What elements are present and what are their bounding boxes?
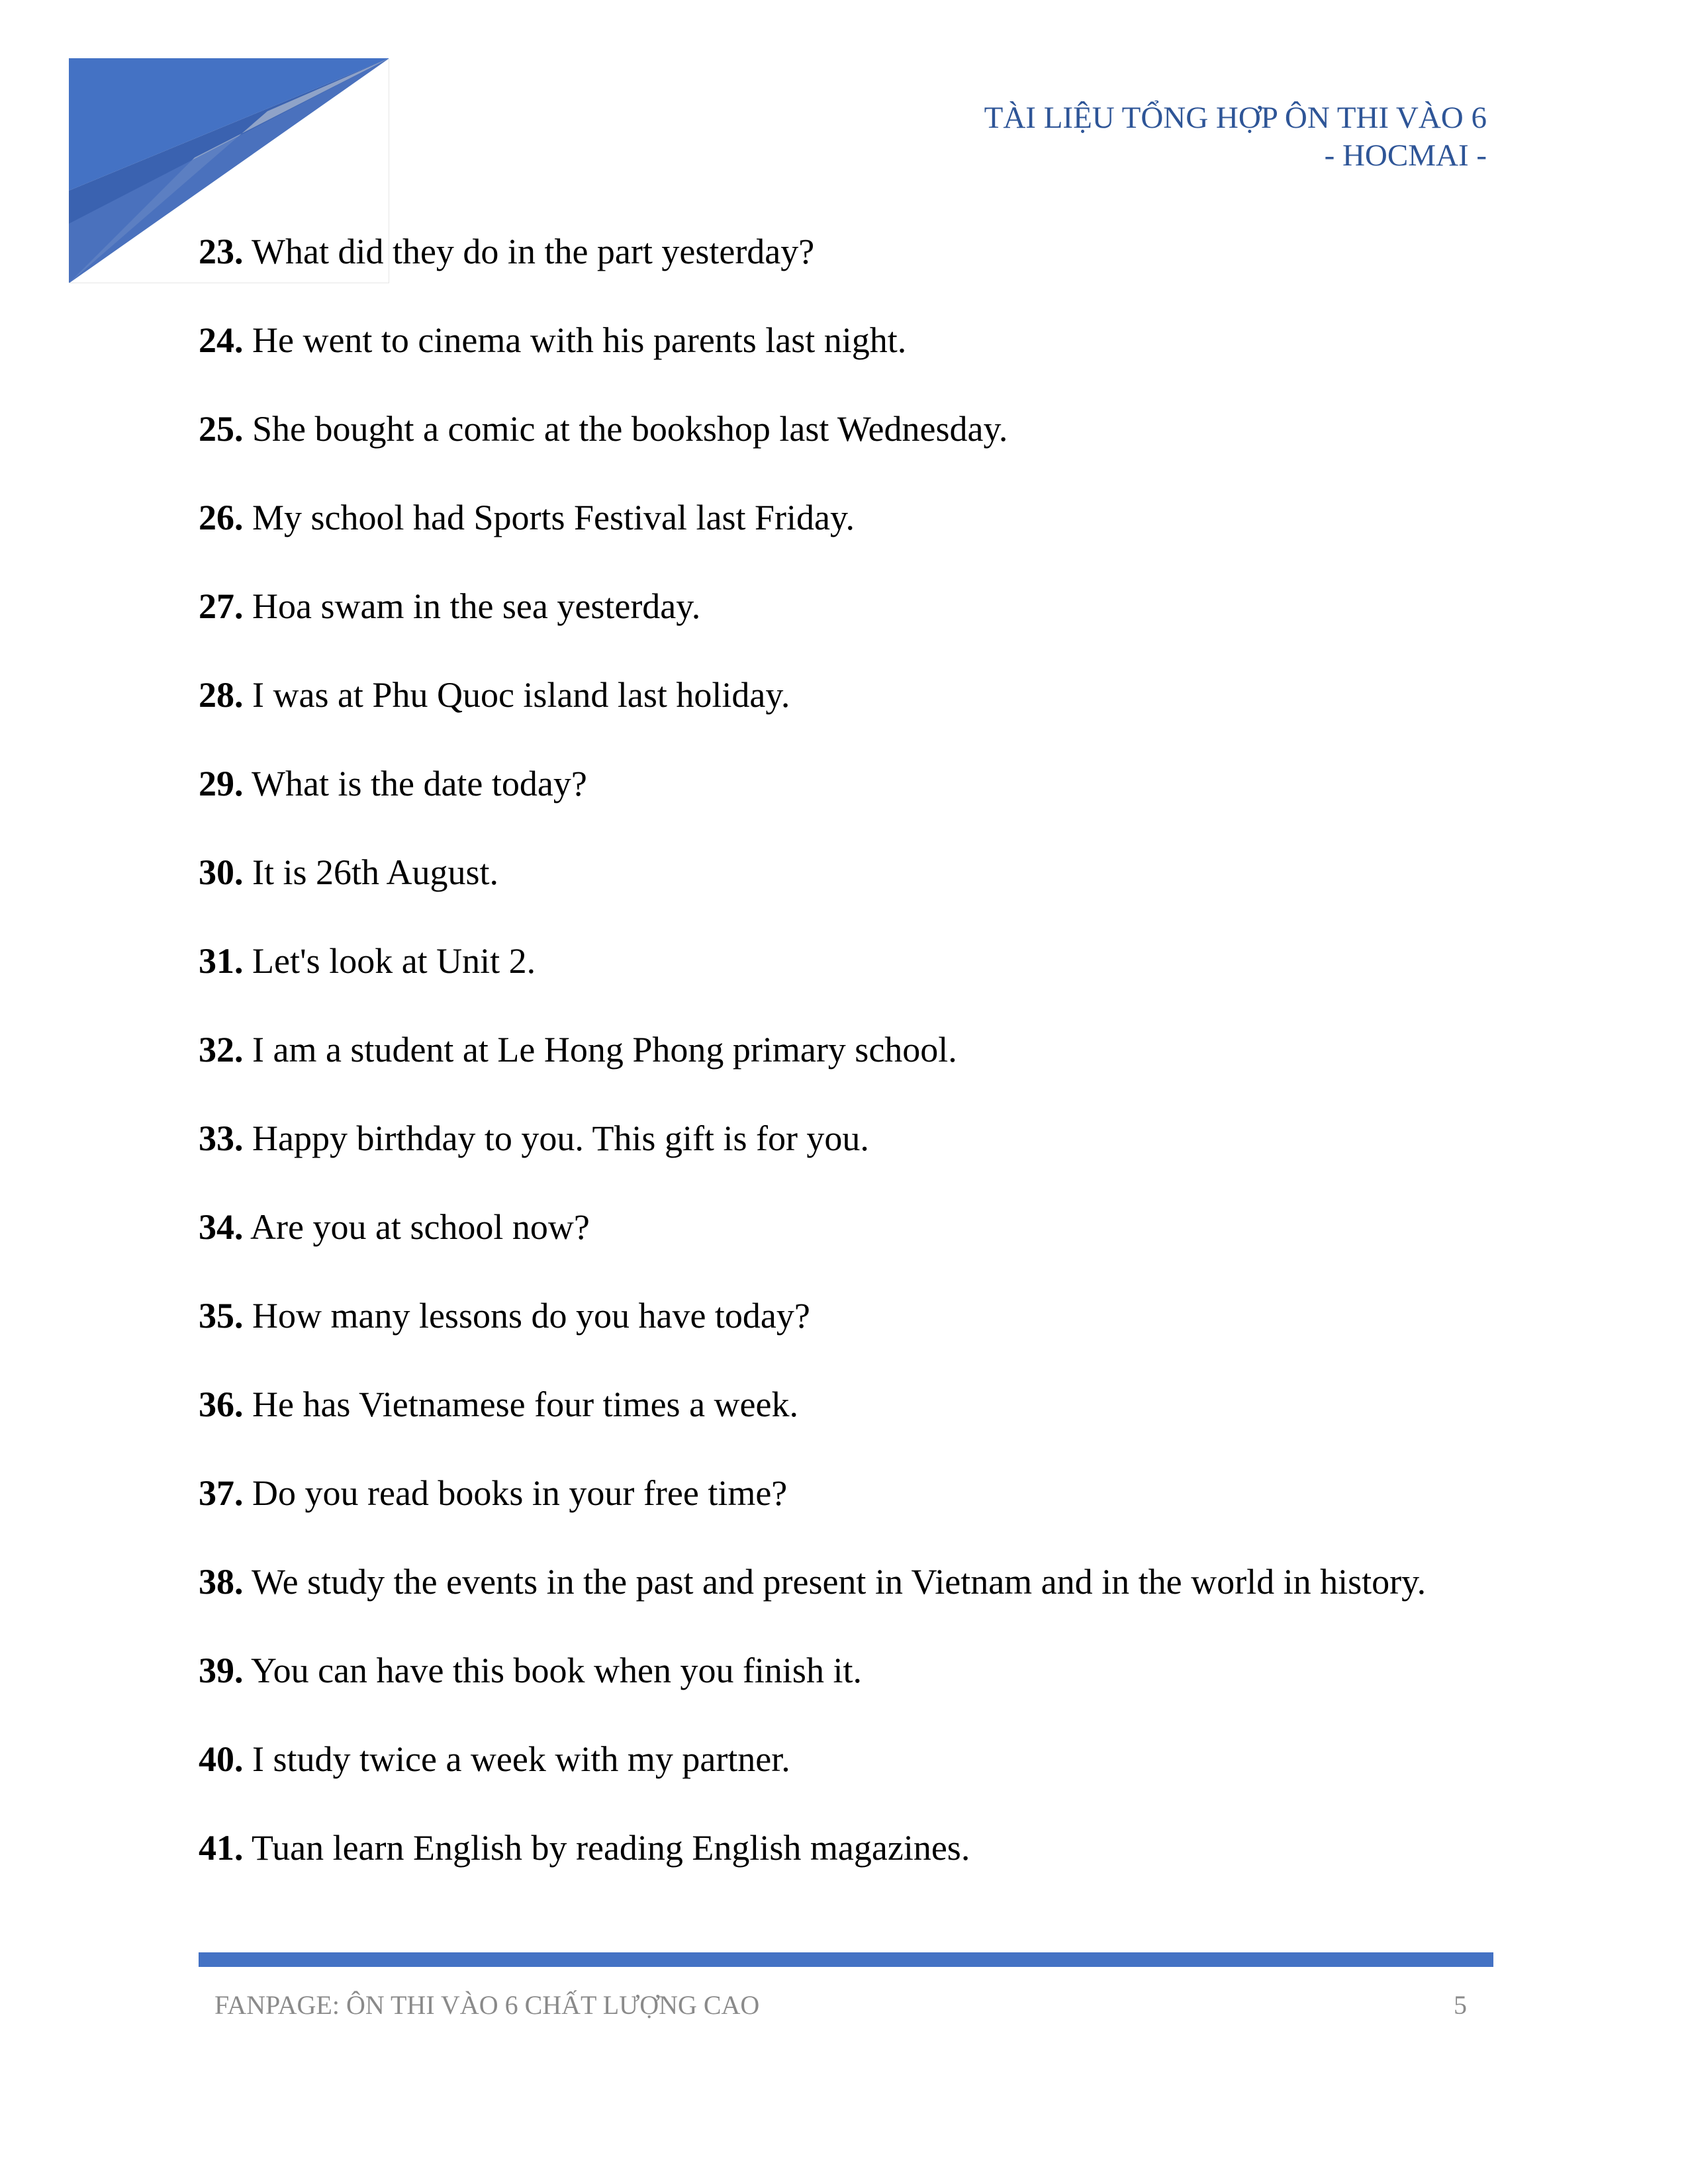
list-item <box>199 662 1496 728</box>
item-number: 36. <box>199 1385 244 1424</box>
sentence-list <box>199 218 1496 1903</box>
item-number: 26. <box>199 498 244 537</box>
list-item <box>199 839 1496 905</box>
list-item <box>199 1105 1496 1171</box>
item-text: Hoa swam in the sea yesterday. <box>243 586 701 626</box>
list-item <box>199 1726 1496 1792</box>
footer-fanpage: FANPAGE: ÔN THI VÀO 6 CHẤT LƯỢNG CAO <box>214 1990 760 2020</box>
item-text: What is the date today? <box>243 764 587 803</box>
item-number: 24. <box>199 320 244 360</box>
item-text: Let's look at Unit 2. <box>243 941 536 981</box>
page-number: 5 <box>1454 1990 1467 2020</box>
item-text: She bought a comic at the bookshop last Wednesday. <box>243 409 1008 449</box>
item-number: 41. <box>199 1828 244 1868</box>
list-item <box>199 1549 1456 1615</box>
list-item <box>199 1460 1496 1526</box>
item-number: 27. <box>199 586 244 626</box>
list-item <box>199 928 1496 994</box>
item-text: My school had Sports Festival last Friday. <box>243 498 855 537</box>
list-item <box>199 1194 1496 1260</box>
item-number: 28. <box>199 675 244 715</box>
item-number: 39. <box>199 1651 244 1690</box>
item-text: Tuan learn English by reading English magazines. <box>243 1828 970 1868</box>
list-item <box>199 1637 1496 1704</box>
header-title: TÀI LIỆU TỔNG HỢP ÔN THI VÀO 6 <box>984 101 1487 135</box>
list-item <box>199 218 1496 285</box>
item-text: Do you read books in your free time? <box>243 1473 788 1513</box>
item-text: Are you at school now? <box>243 1207 590 1247</box>
item-number: 33. <box>199 1118 244 1158</box>
list-item <box>199 1283 1496 1349</box>
footer-divider <box>199 1952 1493 1967</box>
item-text: Happy birthday to you. This gift is for you. <box>243 1118 869 1158</box>
list-item <box>199 751 1496 817</box>
item-number: 29. <box>199 764 244 803</box>
item-number: 37. <box>199 1473 244 1513</box>
header-subtitle: - HOCMAI - <box>1324 138 1487 173</box>
item-text: We study the events in the past and present in Vietnam and in the world in history. <box>243 1562 1427 1602</box>
item-number: 35. <box>199 1296 244 1336</box>
list-item <box>199 484 1496 551</box>
item-text: I am a student at Le Hong Phong primary school. <box>243 1030 957 1069</box>
item-text: I was at Phu Quoc island last holiday. <box>243 675 790 715</box>
item-text: He has Vietnamese four times a week. <box>243 1385 798 1424</box>
item-text: He went to cinema with his parents last night. <box>243 320 907 360</box>
list-item <box>199 307 1496 373</box>
item-text: I study twice a week with my partner. <box>243 1739 790 1779</box>
item-number: 32. <box>199 1030 244 1069</box>
item-number: 23. <box>199 232 244 271</box>
item-number: 34. <box>199 1207 244 1247</box>
item-text: You can have this book when you finish it. <box>243 1651 862 1690</box>
item-text: It is 26th August. <box>243 852 499 892</box>
item-number: 31. <box>199 941 244 981</box>
item-number: 38. <box>199 1562 244 1602</box>
item-number: 30. <box>199 852 244 892</box>
item-text: How many lessons do you have today? <box>243 1296 810 1336</box>
page-header <box>984 99 1487 175</box>
item-text: What did they do in the part yesterday? <box>243 232 815 271</box>
list-item <box>199 1017 1496 1083</box>
list-item <box>199 396 1496 462</box>
list-item <box>199 1371 1496 1437</box>
item-number: 40. <box>199 1739 244 1779</box>
item-number: 25. <box>199 409 244 449</box>
list-item <box>199 573 1496 639</box>
list-item <box>199 1815 1496 1881</box>
